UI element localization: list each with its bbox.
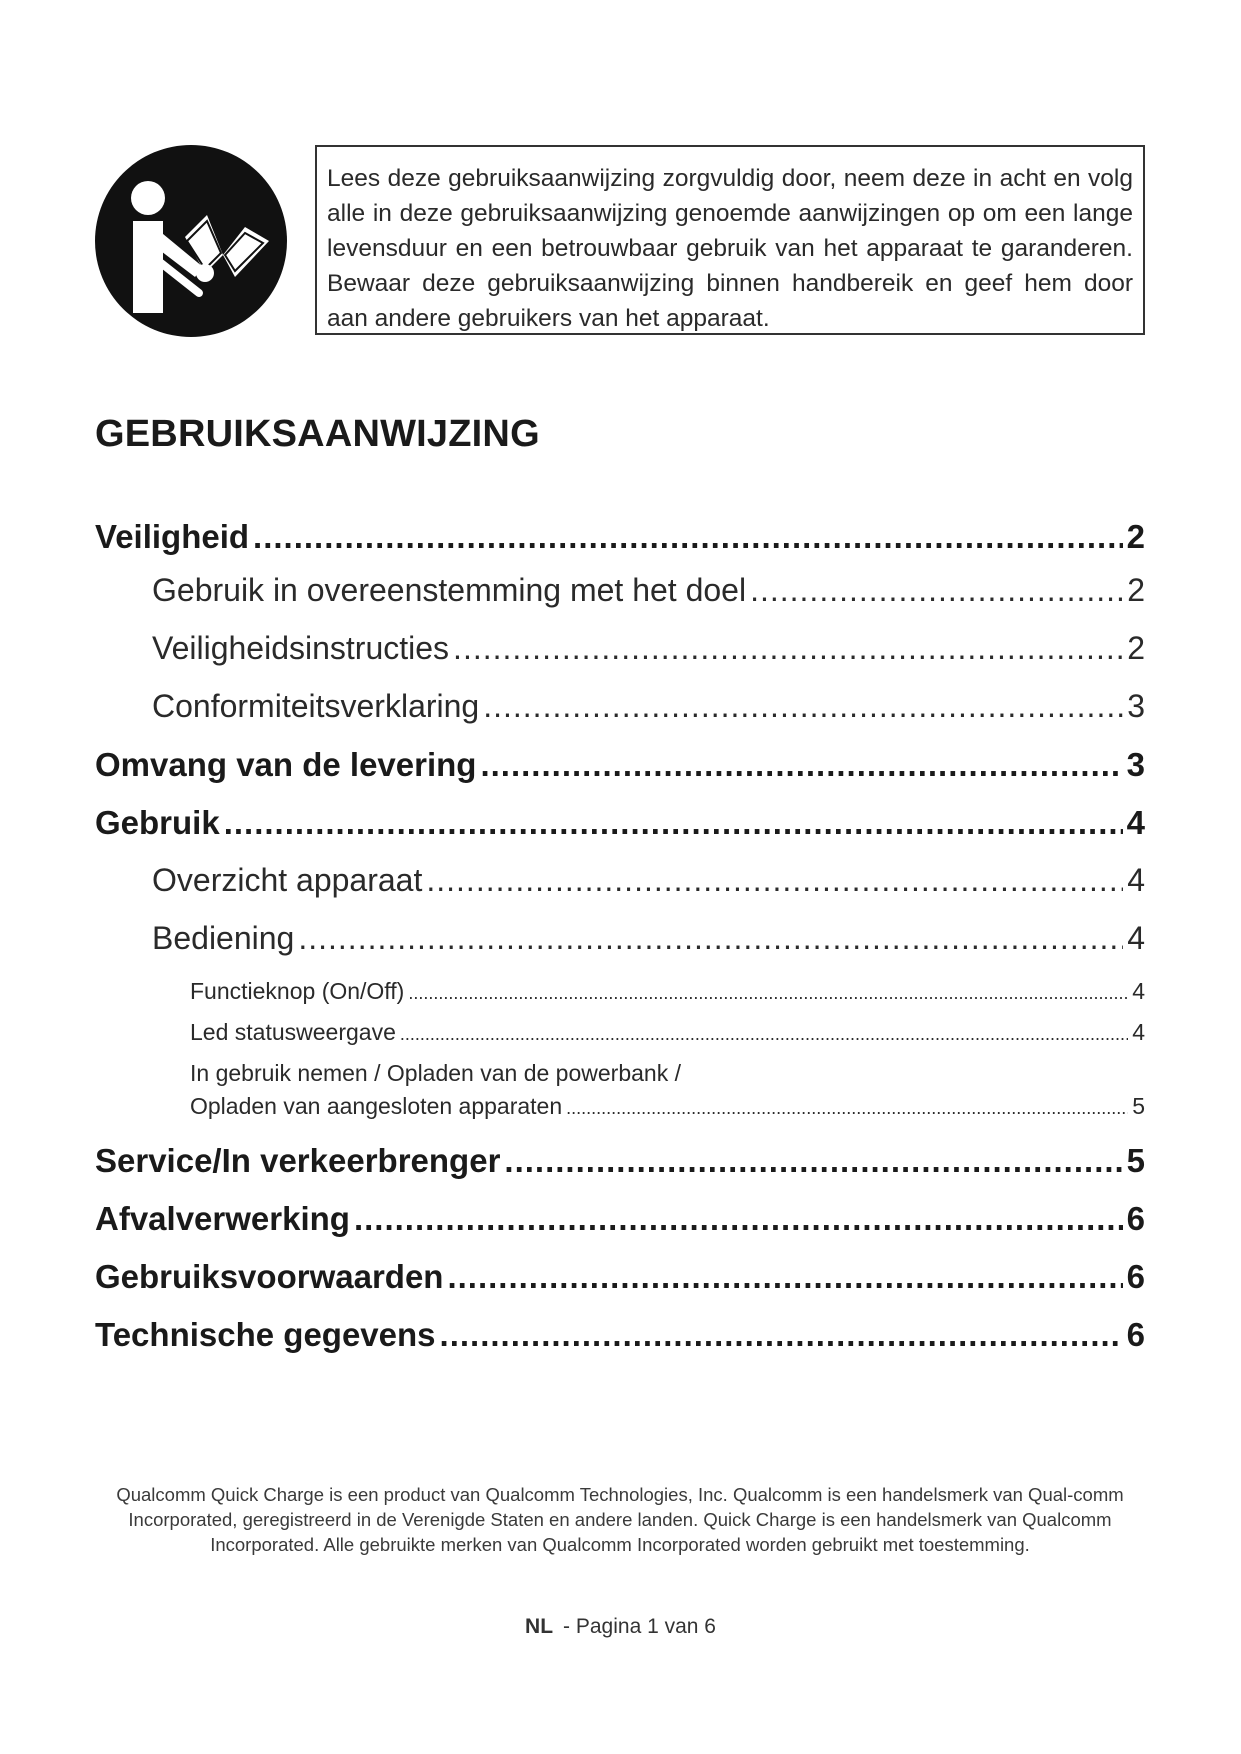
safety-notice-text: Lees deze gebruiksaanwijzing zorgvuldig door, neem deze in acht en volg alle in deze gebruiksaanwijzing genoemde aanwijzingen op om een lange levensduur en een betrouwbaar gebruik van het apparaat te garanderen. Bewaar deze gebruiksaanwijzing binnen handbereik en geef hem door aan andere gebruikers van het apparaat.	[327, 165, 1133, 332]
toc-page-number: 4	[1132, 978, 1145, 1004]
toc-entry-gebruik-doel[interactable]: Gebruik in overeenstemming met het doel ..... 2	[152, 572, 1145, 609]
toc-entry-functieknop[interactable]: Functieknop (On/Off) ..... 4	[190, 978, 1145, 1005]
toc-page-number: 6	[1126, 1200, 1145, 1237]
toc-entry-technische-gegevens[interactable]: Technische gegevens ..... 6	[95, 1316, 1145, 1354]
toc-entry-overzicht-apparaat[interactable]: Overzicht apparaat ..... 4	[152, 862, 1145, 899]
toc-page-number: 4	[1127, 920, 1145, 956]
toc-entry-gebruik[interactable]: Gebruik ..... 4	[95, 804, 1145, 842]
page-indicator: - Pagina 1 van 6	[563, 1615, 716, 1638]
toc-entry-in-gebruik-line2[interactable]: Opladen van aangesloten apparaten ..... 5	[190, 1093, 1145, 1120]
safety-notice-box	[315, 145, 1145, 335]
toc-entry-afvalverwerking[interactable]: Afvalverwerking ..... 6	[95, 1200, 1145, 1238]
toc-entry-in-gebruik-line1[interactable]: In gebruik nemen / Opladen van de powerbank /	[190, 1060, 681, 1086]
toc-page-number: 6	[1126, 1316, 1145, 1353]
trademark-footnote: Qualcomm Quick Charge is een product van Qualcomm Technologies, Inc. Qualcomm is een handelsmerk van Qual-comm Incorporated, geregistreerd in de Verenigde Staten en andere landen. Quick Charge is een handelsmerk van Qualcomm Incorporated. Alle gebruikte merken van Qualcomm Incorporated worden gebruikt met toestemming.	[116, 1484, 1124, 1555]
toc-page-number: 4	[1132, 1019, 1145, 1045]
page-title: GEBRUIKSAANWIJZING	[95, 413, 540, 455]
toc-page-number: 6	[1126, 1258, 1145, 1295]
toc-page-number: 2	[1126, 518, 1145, 555]
toc-entry-gebruiksvoorwaarden[interactable]: Gebruiksvoorwaarden ..... 6	[95, 1258, 1145, 1296]
toc-page-number: 3	[1127, 688, 1145, 724]
toc-page-number: 5	[1132, 1093, 1145, 1119]
toc-entry-omvang-levering[interactable]: Omvang van de levering ..... 3	[95, 746, 1145, 784]
toc-page-number: 3	[1126, 746, 1145, 783]
read-manual-icon	[95, 145, 287, 337]
toc-entry-veiligheidsinstructies[interactable]: Veiligheidsinstructies ..... 2	[152, 630, 1145, 667]
toc-entry-service[interactable]: Service/In verkeerbrenger ..... 5	[95, 1142, 1145, 1180]
toc-entry-conformiteitsverklaring[interactable]: Conformiteitsverklaring ..... 3	[152, 688, 1145, 725]
toc-entry-led-status[interactable]: Led statusweergave ..... 4	[190, 1019, 1145, 1046]
toc-page-number: 2	[1127, 630, 1145, 666]
toc-page-number: 2	[1127, 572, 1145, 608]
language-code: NL	[525, 1615, 554, 1638]
toc-page-number: 5	[1126, 1142, 1145, 1179]
page-footer	[0, 1615, 1241, 1639]
toc-page-number: 4	[1127, 862, 1145, 898]
toc-entry-veiligheid[interactable]: Veiligheid ..... 2	[95, 518, 1145, 556]
toc-entry-bediening[interactable]: Bediening ..... 4	[152, 920, 1145, 957]
toc-page-number: 4	[1126, 804, 1145, 841]
